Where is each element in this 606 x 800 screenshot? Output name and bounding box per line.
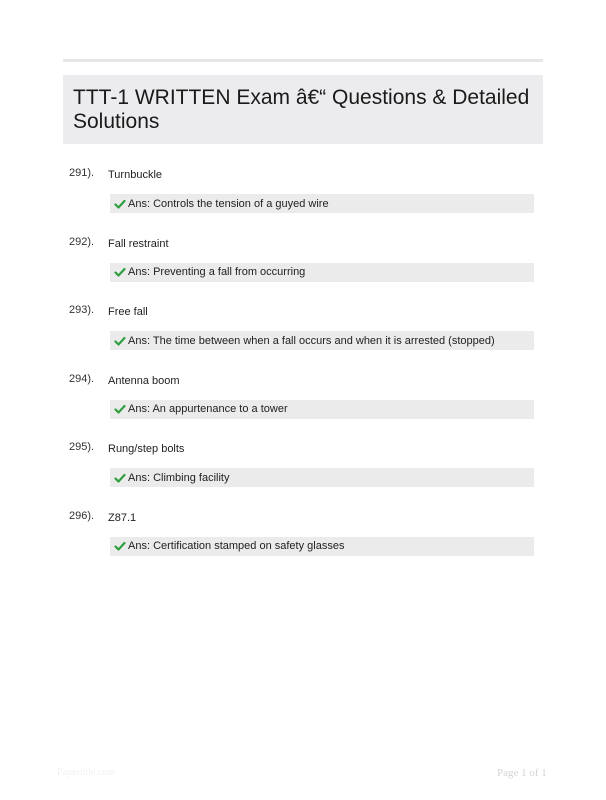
question-term: Turnbuckle — [108, 169, 163, 181]
check-icon — [114, 335, 126, 347]
title-banner — [63, 75, 543, 144]
question-term: Free fall — [108, 306, 148, 318]
question-term: Fall restraint — [108, 237, 169, 250]
check-icon — [114, 472, 126, 484]
answer-box — [110, 468, 534, 487]
answer-text: Ans: Certification stamped on safety glasses — [128, 540, 345, 552]
check-icon — [114, 540, 126, 552]
answer-text: Ans: The time between when a fall occurs and when it is arrested (stopped) — [128, 334, 495, 347]
question-number: 294). — [69, 372, 95, 385]
answer-box — [110, 263, 534, 282]
question-item — [63, 303, 543, 372]
question-item — [63, 440, 543, 509]
answer-text: Ans: Preventing a fall from occurring — [128, 266, 306, 278]
check-icon — [114, 198, 126, 210]
answer-box — [110, 400, 534, 419]
question-number: 292). — [69, 235, 95, 248]
footer-watermark: Papertitle.com — [57, 767, 116, 778]
page-indicator: Page 1 of 1 — [497, 767, 547, 779]
answer-box — [110, 331, 534, 350]
answer-text: Ans: Climbing facility — [128, 471, 230, 484]
check-icon — [114, 403, 126, 415]
document-title: TTT-1 WRITTEN Exam â€“ Questions & Detailed Solutions — [73, 86, 530, 133]
question-term: Z87.1 — [108, 511, 137, 524]
top-divider — [63, 59, 543, 62]
question-item — [63, 509, 543, 578]
question-item — [63, 372, 543, 441]
question-item — [63, 235, 543, 304]
answer-box — [110, 537, 534, 556]
question-item — [63, 166, 543, 235]
answer-text: Ans: An appurtenance to a tower — [128, 403, 288, 415]
question-number: 293). — [69, 304, 95, 316]
answer-box — [110, 194, 534, 213]
question-number: 295). — [69, 441, 95, 453]
question-number: 296). — [69, 509, 95, 522]
question-term: Rung/step bolts — [108, 443, 185, 455]
answer-text: Ans: Controls the tension of a guyed wire — [128, 197, 329, 210]
check-icon — [114, 266, 126, 278]
question-term: Antenna boom — [108, 374, 180, 387]
question-list — [63, 166, 543, 577]
question-number: 291). — [69, 167, 95, 179]
